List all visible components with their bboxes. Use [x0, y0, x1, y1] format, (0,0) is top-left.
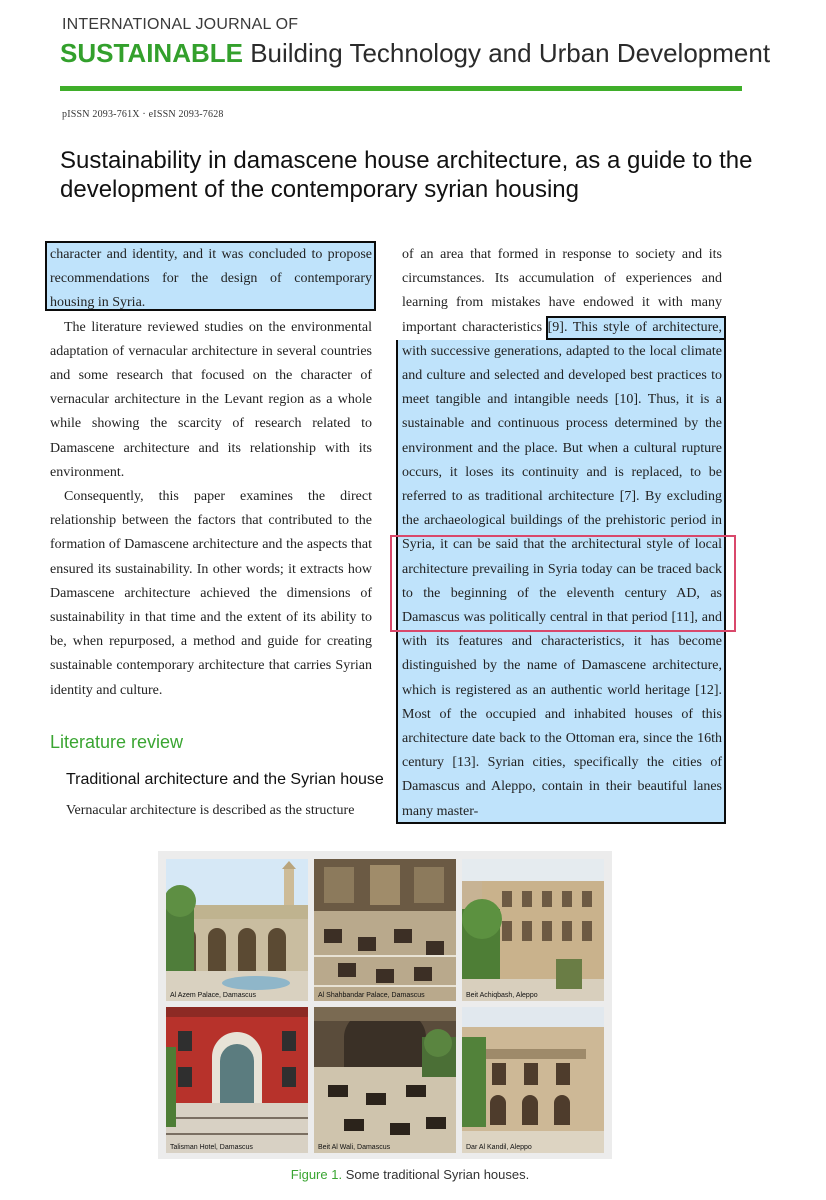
- journal-name-top: INTERNATIONAL JOURNAL OF: [62, 16, 299, 33]
- right-highlight-a: [9]. This style of architecture, with successive generations, adapted to the local climate and culture and selected and developed best practices to meet tangible and intangible needs [10]. Thus, it is a sustainable and continuous process determined by the environment and the place. But when a cultural rupture occurs, it loses its continuity and is replaced, to be referred to as traditional architecture [7]. By excluding the archaeological buildings of the: [402, 319, 722, 529]
- figure-caption: [260, 1167, 560, 1182]
- journal-name: [60, 38, 770, 69]
- paragraph-1: The literature reviewed studies on the environmental adaptation of vernacular architecture in several countries and some research that focused on the character of vernacular architecture in the Levant region as a whole while showing the scarcity of research related to Damascene architecture and its relationship with its environment.: [50, 319, 372, 480]
- section-heading: Literature review: [50, 732, 184, 752]
- photo-beit-al-wali: [314, 1007, 456, 1153]
- photo-caption-1: Al Azem Palace, Damascus: [170, 992, 256, 999]
- paragraph-2: Consequently, this paper examines the direct relationship between the factors that contributed to the formation of Damascene architecture and the aspects that ensured its sustainability. In other words; it extracts how Damascene architecture achieved the dimensions of sustainability in that time and the extent of its ability to be, when repurposed, a method and guide for creating sustainable contemporary architecture that carries Syrian identity and culture.: [50, 489, 372, 698]
- right-intro: of an area that formed in response to society and its circumstances. Its accumulation of experiences and learning from mistakes have endowed it with many important characteristics: [402, 247, 722, 335]
- article-title: Sustainability in damascene house architecture, as a guide to the development of the contemporary syrian housing: [60, 147, 753, 203]
- journal-name-green: SUSTAINABLE: [60, 38, 243, 68]
- red-annotation-box: [390, 535, 736, 632]
- figure-caption-text: Some traditional Syrian houses.: [342, 1167, 530, 1182]
- photo-caption-4: Talisman Hotel, Damascus: [170, 1144, 253, 1151]
- photo-al-shahbandar-palace: [314, 859, 456, 1001]
- issn: pISSN 2093-761X · eISSN 2093-7628: [62, 109, 224, 120]
- paragraph-3: Vernacular architecture is described as the structure: [66, 803, 355, 818]
- left-column: [50, 243, 372, 703]
- photo-caption-6: Dar Al Kandil, Aleppo: [466, 1144, 532, 1151]
- right-highlight-c: central in that period [11], and with its features and characteristics, it has become distinguished by the name of Damascene architecture, which is registered as an authentic world heritage [12]. Most of the occupied and inhabited houses of this architecture date back to the Ottoman era, since the 16th century [13]. Syrian cities, specifically the cities of Damascus and Aleppo, contain in their beautiful lanes many master-: [402, 610, 722, 819]
- photo-talisman-hotel: [166, 1007, 308, 1153]
- photo-caption-5: Beit Al Wali, Damascus: [318, 1144, 391, 1151]
- photo-beit-achiqbash: [462, 859, 604, 1001]
- photo-dar-al-kandil: [462, 1007, 604, 1153]
- journal-name-rest: Building Technology and Urban Development: [242, 38, 771, 68]
- header-rule: [60, 86, 742, 91]
- subsection-heading: Traditional architecture and the Syrian house: [66, 771, 384, 788]
- photo-caption-2: Al Shahbandar Palace, Damascus: [318, 992, 425, 999]
- figure-caption-label: Figure 1.: [290, 1167, 343, 1182]
- right-column: [402, 243, 722, 824]
- highlighted-paragraph: character and identity, and it was concluded to propose recommendations for the design of contemporary housing in Syria.: [50, 247, 372, 311]
- photo-caption-3: Beit Achiqbash, Aleppo: [466, 992, 538, 999]
- photo-al-azem-palace: [166, 859, 308, 1001]
- right-highlight-b: prehistoric period in Syria, it can be said that the architectural style of local architecture prevailing in Syria today can be traced back to the beginning of the eleventh century AD, as Damascus was politically: [402, 513, 722, 626]
- figure-panel: [158, 851, 612, 1159]
